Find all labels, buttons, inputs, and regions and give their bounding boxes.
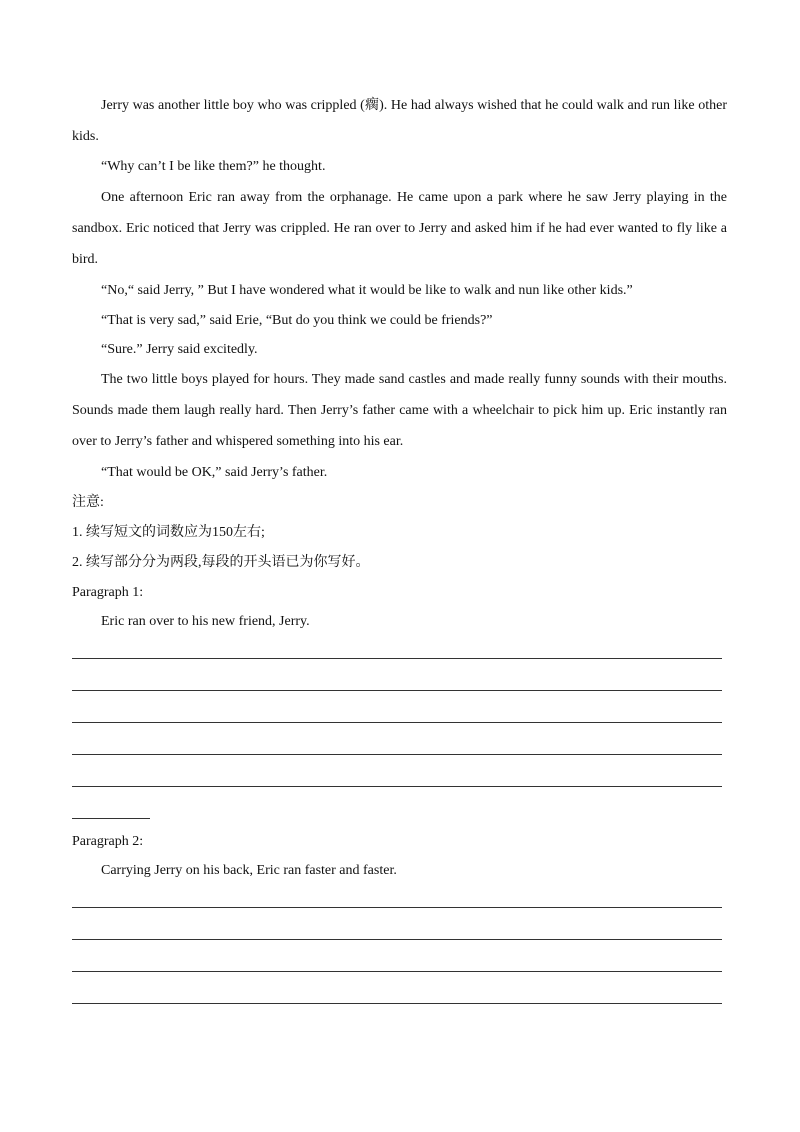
story-paragraph-6: “Sure.” Jerry said excitedly. [101,342,258,357]
paragraph-2-opening: Carrying Jerry on his back, Eric ran faster and faster. [101,863,397,878]
notes-heading: 注意: [72,495,104,510]
paragraph-2-label: Paragraph 2: [72,834,144,849]
paragraph-1-opening: Eric ran over to his new friend, Jerry. [101,614,310,629]
writing-line[interactable] [72,786,722,787]
story-paragraph-8: “That would be OK,” said Jerry’s father. [101,465,328,480]
story-paragraph-3: One afternoon Eric ran away from the orphanage. He came upon a park where he saw Jerry playing in the sandbox. Eric noticed that Jerry was crippled. He ran over to Jerry and asked him if he had ever wanted to fly like a bird. [72,190,727,267]
writing-line[interactable] [72,1003,722,1004]
writing-line[interactable] [72,722,722,723]
writing-line[interactable] [72,658,722,659]
writing-line[interactable] [72,690,722,691]
notes-item-2: 2. 续写部分分为两段,每段的开头语已为你写好。 [72,555,370,570]
story-paragraph-5: “That is very sad,” said Erie, “But do you think we could be friends?” [101,313,493,328]
story-paragraph-1: Jerry was another little boy who was crippled (瘸). He had always wished that he could walk and run like other kids. [72,98,727,144]
writing-line[interactable] [72,939,722,940]
writing-line[interactable] [72,971,722,972]
story-paragraph-4: “No,“ said Jerry, ” But I have wondered what it would be like to walk and nun like other kids.” [101,283,633,298]
story-paragraph-7: The two little boys played for hours. They made sand castles and made really funny sounds with their mouths. Sounds made them laugh really hard. Then Jerry’s father came with a wheelchair to pick him up. Eric instantly ran over to Jerry’s father and whispered something into his ear. [72,372,727,449]
paragraph-1-label: Paragraph 1: [72,585,144,600]
notes-item-1: 1. 续写短文的词数应为150左右; [72,525,265,540]
story-paragraph-2: “Why can’t I be like them?” he thought. [101,159,326,174]
writing-line-short[interactable] [72,818,150,819]
writing-line[interactable] [72,907,722,908]
writing-line[interactable] [72,754,722,755]
